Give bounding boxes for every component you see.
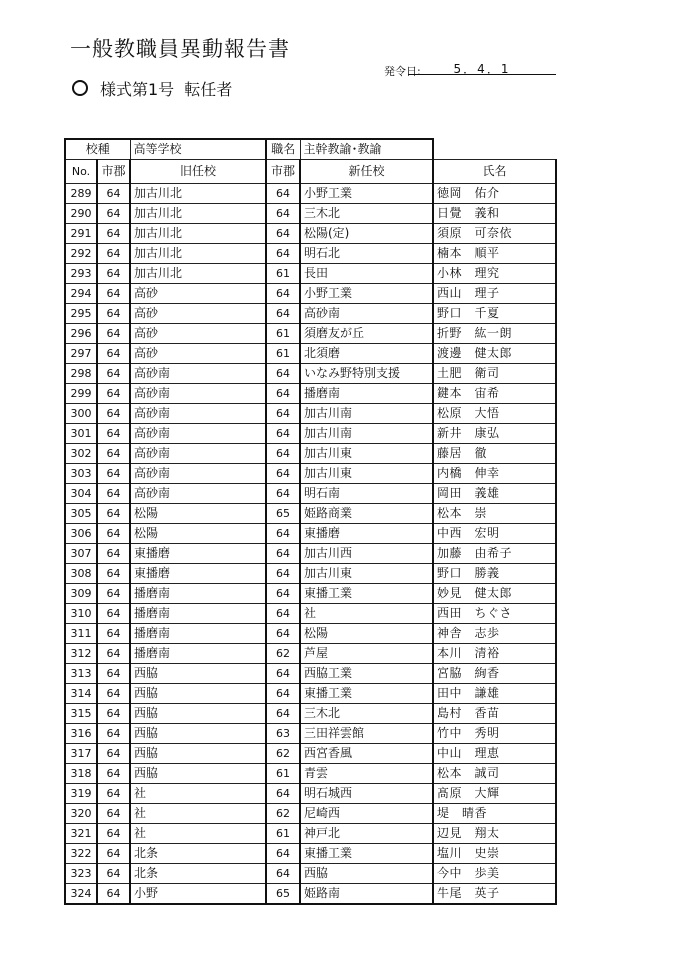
row-name: 中西 宏明 [433,524,556,544]
row-new-school: 青雲 [300,764,433,784]
row-new-school: 西宮香風 [300,744,433,764]
row-old-school: 高砂 [130,324,266,344]
col-old-school: 旧任校 [130,160,266,184]
row-name: 辺見 翔太 [433,824,556,844]
row-no: 316 [65,724,97,744]
row-new-city: 64 [266,224,300,244]
table-row [65,344,556,364]
row-name: 松本 崇 [433,504,556,524]
row-no: 295 [65,304,97,324]
document-title: 一般教職員異動報告書 [70,37,290,61]
row-no: 311 [65,624,97,644]
school-type-value: 高等学校 [130,139,266,160]
form-label: 様式第1号 [100,80,175,99]
row-name: 内橋 伸幸 [433,464,556,484]
row-name: 竹中 秀明 [433,724,556,744]
row-no: 322 [65,844,97,864]
row-old-school: 社 [130,804,266,824]
row-old-school: 高砂南 [130,444,266,464]
row-new-school: 明石南 [300,484,433,504]
row-old-school: 加古川北 [130,224,266,244]
row-old-school: 東播磨 [130,564,266,584]
row-new-city: 63 [266,724,300,744]
row-new-city: 62 [266,804,300,824]
row-name: 本川 清裕 [433,644,556,664]
row-old-school: 松陽 [130,524,266,544]
row-no: 294 [65,284,97,304]
row-old-city: 64 [97,284,130,304]
row-new-city: 61 [266,264,300,284]
row-new-school: いなみ野特別支援 [300,364,433,384]
row-old-school: 西脇 [130,764,266,784]
row-no: 306 [65,524,97,544]
row-no: 310 [65,604,97,624]
row-old-city: 64 [97,664,130,684]
row-old-school: 東播磨 [130,544,266,564]
row-new-city: 64 [266,784,300,804]
row-new-school: 加古川東 [300,564,433,584]
row-no: 289 [65,184,97,204]
row-old-school: 高砂南 [130,484,266,504]
row-new-city: 64 [266,844,300,864]
row-name: 須原 可奈依 [433,224,556,244]
table-row [65,404,556,424]
row-name: 田中 謙雄 [433,684,556,704]
col-name: 氏名 [433,160,556,184]
row-new-city: 64 [266,464,300,484]
row-old-school: 播磨南 [130,604,266,624]
table-row [65,184,556,204]
table-row [65,504,556,524]
row-new-city: 64 [266,704,300,724]
row-old-city: 64 [97,584,130,604]
row-name: 岡田 義雄 [433,484,556,504]
row-no: 318 [65,764,97,784]
form-heading [72,77,232,100]
school-type-label: 校種 [65,139,130,160]
row-no: 304 [65,484,97,504]
row-new-city: 64 [266,444,300,464]
table-row [65,324,556,344]
row-new-city: 64 [266,564,300,584]
row-name: 神舎 志歩 [433,624,556,644]
position-label: 職名 [266,139,300,160]
row-no: 297 [65,344,97,364]
issue-date-value: 5．4．1 [408,60,556,75]
row-new-school: 西脇 [300,864,433,884]
row-new-school: 明石城西 [300,784,433,804]
row-name: 妙見 健太郎 [433,584,556,604]
table-row [65,564,556,584]
row-old-city: 64 [97,324,130,344]
row-new-school: 東播工業 [300,844,433,864]
table-row [65,824,556,844]
table-row [65,204,556,224]
row-old-city: 64 [97,384,130,404]
row-new-school: 小野工業 [300,284,433,304]
table-row [65,584,556,604]
row-old-city: 64 [97,824,130,844]
table-row [65,724,556,744]
row-new-school: 加古川東 [300,464,433,484]
row-name: 島村 香苗 [433,704,556,724]
table-row [65,804,556,824]
row-new-school: 長田 [300,264,433,284]
row-new-city: 61 [266,764,300,784]
row-new-city: 64 [266,204,300,224]
row-no: 292 [65,244,97,264]
issue-date-label: 発令日: [384,65,421,78]
row-name: 日覺 義和 [433,204,556,224]
row-old-school: 西脇 [130,704,266,724]
row-old-school: 西脇 [130,724,266,744]
table-row [65,384,556,404]
row-new-city: 62 [266,644,300,664]
row-name: 楠本 順平 [433,244,556,264]
row-old-city: 64 [97,644,130,664]
row-new-school: 東播工業 [300,684,433,704]
row-new-school: 芦屋 [300,644,433,664]
row-old-school: 播磨南 [130,584,266,604]
row-name: 今中 歩美 [433,864,556,884]
row-old-city: 64 [97,884,130,905]
row-no: 317 [65,744,97,764]
row-old-city: 64 [97,724,130,744]
row-new-city: 65 [266,884,300,905]
table-row [65,464,556,484]
row-old-city: 64 [97,244,130,264]
row-name: 折野 紘一朗 [433,324,556,344]
row-old-school: 播磨南 [130,644,266,664]
row-no: 291 [65,224,97,244]
table-row [65,484,556,504]
row-no: 302 [65,444,97,464]
row-no: 300 [65,404,97,424]
row-old-school: 北条 [130,864,266,884]
row-new-city: 64 [266,624,300,644]
row-old-city: 64 [97,844,130,864]
row-old-city: 64 [97,764,130,784]
row-old-school: 加古川北 [130,264,266,284]
table-row [65,444,556,464]
row-old-city: 64 [97,804,130,824]
row-new-city: 65 [266,504,300,524]
row-new-school: 社 [300,604,433,624]
row-new-city: 64 [266,664,300,684]
row-no: 323 [65,864,97,884]
row-old-city: 64 [97,464,130,484]
row-name: 牛尾 英子 [433,884,556,905]
table-row [65,524,556,544]
row-new-city: 64 [266,364,300,384]
row-no: 319 [65,784,97,804]
row-name: 宮脇 絢香 [433,664,556,684]
form-type: 転任者 [184,80,233,99]
row-old-city: 64 [97,624,130,644]
table-row [65,644,556,664]
row-no: 320 [65,804,97,824]
table-row [65,784,556,804]
row-no: 324 [65,884,97,905]
row-old-city: 64 [97,444,130,464]
table-row [65,544,556,564]
row-new-school: 神戸北 [300,824,433,844]
row-no: 315 [65,704,97,724]
row-new-city: 64 [266,284,300,304]
col-new-city: 市郡 [266,160,300,184]
table-row [65,764,556,784]
row-name: 堤 晴香 [433,804,556,824]
row-name: 藤居 徹 [433,444,556,464]
row-no: 293 [65,264,97,284]
row-no: 321 [65,824,97,844]
col-old-city: 市郡 [97,160,130,184]
row-new-city: 61 [266,324,300,344]
row-old-school: 高砂 [130,344,266,364]
row-no: 313 [65,664,97,684]
row-new-school: 東播磨 [300,524,433,544]
row-new-city: 64 [266,544,300,564]
row-name: 松本 誠司 [433,764,556,784]
row-name: 徳岡 佑介 [433,184,556,204]
row-new-school: 加古川東 [300,444,433,464]
row-new-school: 加古川南 [300,404,433,424]
row-name: 野口 千夏 [433,304,556,324]
row-old-school: 加古川北 [130,244,266,264]
table-row [65,284,556,304]
row-new-school: 加古川西 [300,544,433,564]
row-name: 小林 理究 [433,264,556,284]
row-old-city: 64 [97,304,130,324]
row-no: 305 [65,504,97,524]
row-no: 303 [65,464,97,484]
row-new-school: 三木北 [300,704,433,724]
table-row [65,624,556,644]
row-old-school: 播磨南 [130,624,266,644]
circle-icon [72,80,88,96]
row-old-city: 64 [97,564,130,584]
row-no: 298 [65,364,97,384]
row-name: 鍵本 宙希 [433,384,556,404]
header-row-1 [65,139,556,160]
row-new-school: 高砂南 [300,304,433,324]
row-no: 290 [65,204,97,224]
row-old-city: 64 [97,864,130,884]
row-old-city: 64 [97,184,130,204]
row-no: 299 [65,384,97,404]
header-row-2 [65,160,556,184]
table-row [65,224,556,244]
row-old-city: 64 [97,604,130,624]
row-old-school: 北条 [130,844,266,864]
row-new-school: 尼崎西 [300,804,433,824]
row-old-school: 社 [130,824,266,844]
row-name: 加藤 由希子 [433,544,556,564]
row-new-city: 64 [266,244,300,264]
row-name: 渡邊 健太郎 [433,344,556,364]
row-new-school: 播磨南 [300,384,433,404]
row-new-school: 須磨友が丘 [300,324,433,344]
row-new-school: 姫路南 [300,884,433,905]
table-row [65,244,556,264]
row-old-school: 社 [130,784,266,804]
row-new-city: 64 [266,524,300,544]
table-row [65,884,556,905]
row-name: 塩川 史崇 [433,844,556,864]
row-old-city: 64 [97,364,130,384]
row-name: 髙原 大輝 [433,784,556,804]
row-no: 309 [65,584,97,604]
table-row [65,684,556,704]
row-new-school: 加古川南 [300,424,433,444]
row-old-school: 松陽 [130,504,266,524]
col-no: No. [65,160,97,184]
row-new-city: 62 [266,744,300,764]
row-old-city: 64 [97,344,130,364]
row-new-school: 小野工業 [300,184,433,204]
table-row [65,304,556,324]
row-old-school: 西脇 [130,664,266,684]
row-new-school: 明石北 [300,244,433,264]
row-old-school: 高砂南 [130,464,266,484]
table-row [65,664,556,684]
row-old-city: 64 [97,524,130,544]
row-new-city: 64 [266,584,300,604]
row-old-city: 64 [97,404,130,424]
row-new-city: 64 [266,424,300,444]
row-new-city: 64 [266,404,300,424]
col-new-school: 新任校 [300,160,433,184]
row-old-city: 64 [97,704,130,724]
row-old-city: 64 [97,744,130,764]
row-new-city: 64 [266,684,300,704]
row-new-city: 64 [266,604,300,624]
row-new-city: 64 [266,484,300,504]
row-new-school: 姫路商業 [300,504,433,524]
table-row [65,264,556,284]
table-row [65,704,556,724]
row-name: 西田 ちぐさ [433,604,556,624]
row-old-city: 64 [97,424,130,444]
row-no: 307 [65,544,97,564]
row-new-school: 西脇工業 [300,664,433,684]
row-old-school: 小野 [130,884,266,905]
row-name: 土肥 衛司 [433,364,556,384]
row-new-school: 北須磨 [300,344,433,364]
row-name: 西山 理子 [433,284,556,304]
transfer-table [64,138,557,905]
row-old-school: 高砂南 [130,424,266,444]
row-no: 296 [65,324,97,344]
row-new-school: 松陽 [300,624,433,644]
row-name: 野口 勝義 [433,564,556,584]
row-new-school: 東播工業 [300,584,433,604]
row-old-school: 加古川北 [130,204,266,224]
row-no: 301 [65,424,97,444]
row-old-city: 64 [97,224,130,244]
row-old-city: 64 [97,204,130,224]
row-old-school: 西脇 [130,684,266,704]
row-old-city: 64 [97,264,130,284]
row-name: 松原 大悟 [433,404,556,424]
blank-cell [433,139,556,160]
row-old-city: 64 [97,684,130,704]
row-old-school: 加古川北 [130,184,266,204]
row-old-school: 高砂 [130,304,266,324]
table-row [65,364,556,384]
row-new-school: 三田祥雲館 [300,724,433,744]
row-new-city: 61 [266,824,300,844]
row-old-city: 64 [97,484,130,504]
row-new-city: 64 [266,864,300,884]
table-row [65,424,556,444]
row-old-school: 高砂 [130,284,266,304]
table-row [65,864,556,884]
row-old-school: 高砂南 [130,364,266,384]
row-old-school: 高砂南 [130,384,266,404]
row-new-school: 三木北 [300,204,433,224]
position-value: 主幹教諭･教諭 [300,139,433,160]
row-no: 308 [65,564,97,584]
row-name: 新井 康弘 [433,424,556,444]
row-no: 312 [65,644,97,664]
row-new-city: 64 [266,184,300,204]
table-row [65,844,556,864]
row-old-city: 64 [97,544,130,564]
row-new-school: 松陽(定) [300,224,433,244]
row-new-city: 61 [266,344,300,364]
table-row [65,744,556,764]
row-name: 中山 理恵 [433,744,556,764]
row-new-city: 64 [266,304,300,324]
table-row [65,604,556,624]
row-old-school: 西脇 [130,744,266,764]
row-no: 314 [65,684,97,704]
row-new-city: 64 [266,384,300,404]
row-old-school: 高砂南 [130,404,266,424]
row-old-city: 64 [97,784,130,804]
row-old-city: 64 [97,504,130,524]
